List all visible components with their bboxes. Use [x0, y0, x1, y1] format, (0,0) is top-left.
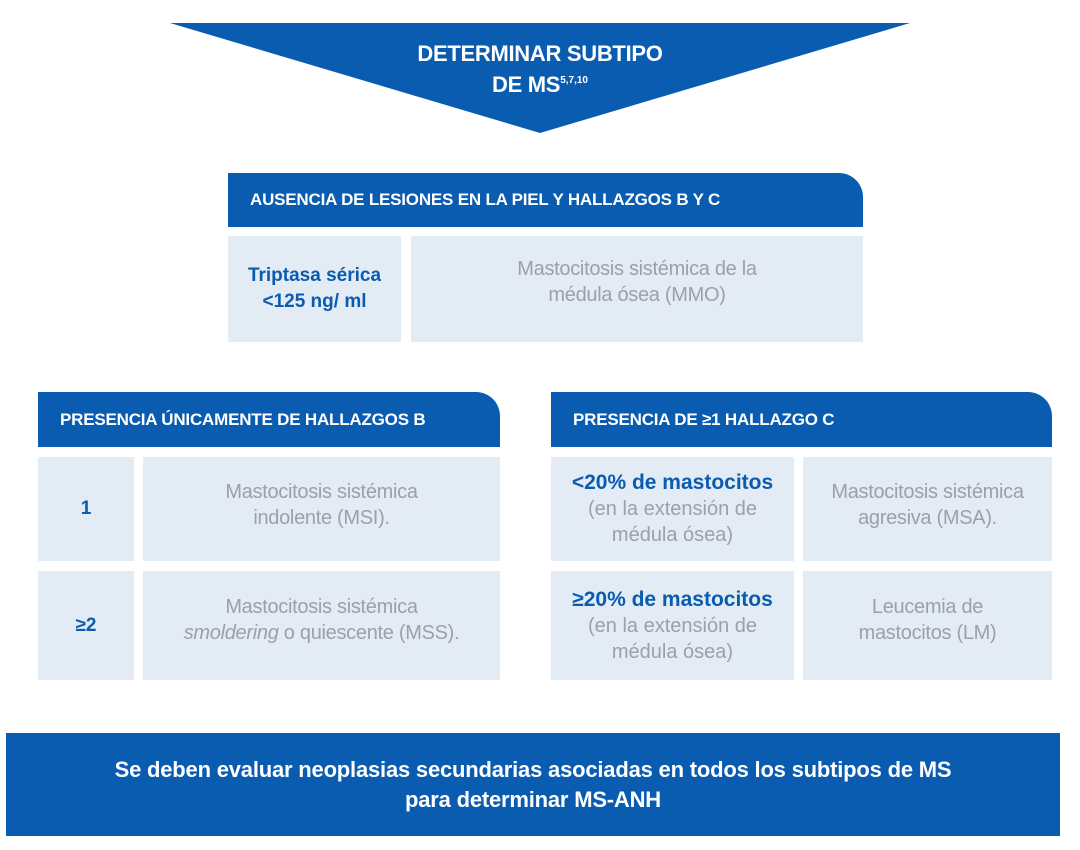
- section-c-header-label: PRESENCIA DE ≥1 HALLAZGO C: [573, 409, 835, 429]
- section-b-header-label: PRESENCIA ÚNICAMENTE DE HALLAZGOS B: [60, 409, 426, 429]
- title-line-1: DETERMINAR SUBTIPO: [417, 41, 663, 66]
- c-row-1-desc-line-1: Mastocitosis sistémica: [831, 481, 1024, 503]
- b-row-2-key-cell: [38, 571, 134, 680]
- b-row-1-desc: [225, 479, 417, 531]
- c-row-2-key-block: [572, 587, 773, 665]
- section-c-header: [551, 392, 1052, 447]
- b-row-2-desc: [184, 594, 460, 646]
- c-row-1-sub-line-2: médula ósea): [611, 524, 734, 546]
- b-row-1-desc-cell: [143, 457, 500, 561]
- footer-banner: [6, 733, 1060, 836]
- c-row-2-desc-line-1: Leucemia de: [871, 595, 984, 618]
- b-row-2-desc-line-2: [184, 620, 460, 646]
- c-row-1-desc: [831, 479, 1023, 531]
- c-row-1-desc-line-2: agresiva (MSA).: [858, 507, 997, 529]
- absence-key-line-2: <125 ng/ ml: [262, 291, 367, 312]
- c-row-2-key: ≥20% de mastocitos: [572, 587, 773, 611]
- b-row-2-key: ≥2: [75, 614, 97, 636]
- b-row-2-desc-line-1: Mastocitosis sistémica: [225, 595, 418, 618]
- c-row-2-desc: [859, 594, 997, 646]
- title-reference: 5,7,10: [560, 75, 588, 86]
- section-absence-header-label: AUSENCIA DE LESIONES EN LA PIEL Y HALLAZGOS B Y C: [250, 190, 721, 209]
- c-row-1-sub-line-1: (en la extensión de: [587, 498, 757, 520]
- c-row-2-sub-line-1: (en la extensión de: [587, 614, 757, 637]
- footer-line-1: Se deben evaluar neoplasias secundarias asociadas en todos los subtipos de MS: [114, 756, 952, 782]
- c-row-1-key-block: [572, 470, 773, 548]
- c-row-1-key-cell: [551, 457, 794, 561]
- title-text: [170, 40, 910, 98]
- c-row-2-desc-line-2: mastocitos (LM): [858, 621, 997, 644]
- b-row-2-desc-cell: [143, 571, 500, 680]
- c-row-1-key: <20% de mastocitos: [571, 471, 774, 494]
- c-row-2-sub-line-2: médula ósea): [611, 640, 734, 663]
- title-line-2-text: DE MS: [492, 72, 561, 97]
- footer-line-2: para determinar MS-ANH: [405, 786, 661, 812]
- absence-desc-cell: [411, 236, 863, 342]
- absence-key-line-1: Triptasa sérica: [247, 265, 382, 286]
- title-line-2: [170, 67, 910, 98]
- b-row-1-key: 1: [80, 498, 92, 519]
- c-row-1-desc-cell: [803, 457, 1052, 561]
- absence-desc-line-1: Mastocitosis sistémica de la: [517, 258, 757, 280]
- b-row-1-desc-line-2: indolente (MSI).: [253, 507, 390, 529]
- b-row-2-desc-rest: o quiescente (MSS).: [278, 621, 460, 644]
- b-row-1-desc-line-1: Mastocitosis sistémica: [225, 481, 418, 503]
- absence-key-cell: [228, 236, 401, 342]
- absence-desc-text: [517, 256, 756, 308]
- b-row-1-key-cell: [38, 457, 134, 561]
- absence-key-text: [248, 263, 381, 315]
- b-row-2-desc-italic: smoldering: [183, 621, 279, 644]
- absence-desc-line-2: médula ósea (MMO): [548, 284, 726, 306]
- section-b-header: [38, 392, 500, 447]
- footer-text: [115, 755, 952, 815]
- c-row-2-key-cell: [551, 571, 794, 680]
- section-absence-header: [228, 173, 863, 227]
- c-row-2-desc-cell: [803, 571, 1052, 680]
